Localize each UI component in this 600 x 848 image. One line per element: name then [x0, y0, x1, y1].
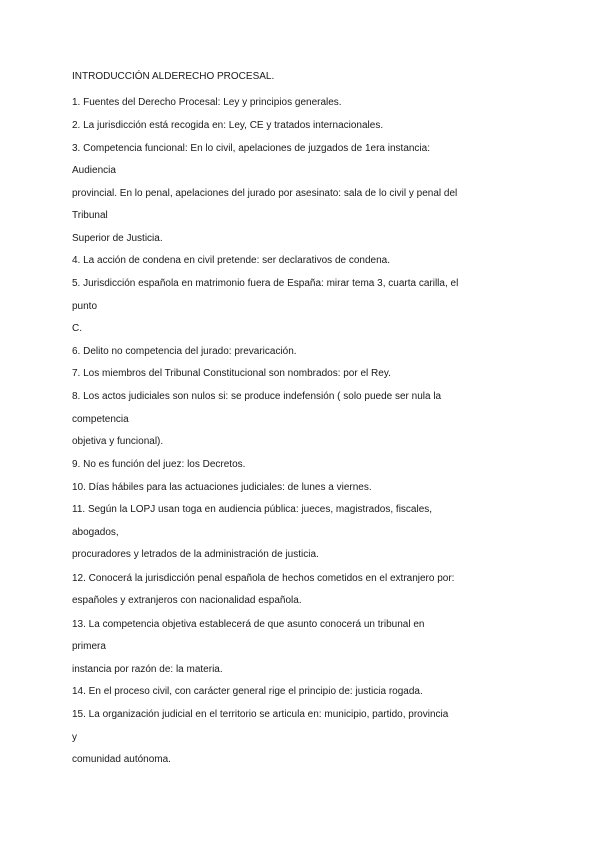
text-line: 7. Los miembros del Tribunal Constitucional son nombrados: por el Rey.	[72, 368, 391, 379]
text-line: competencia	[72, 414, 129, 425]
text-line: 4. La acción de condena en civil pretende: ser declarativos de condena.	[72, 255, 390, 266]
text-line: primera	[72, 641, 106, 652]
text-line: 6. Delito no competencia del jurado: prevaricación.	[72, 346, 297, 357]
text-line: 5. Jurisdicción española en matrimonio fuera de España: mirar tema 3, cuarta carilla, el	[72, 278, 459, 289]
text-line: instancia por razón de: la materia.	[72, 664, 223, 675]
text-line: 1. Fuentes del Derecho Procesal: Ley y principios generales.	[72, 97, 342, 108]
text-line: 3. Competencia funcional: En lo civil, apelaciones de juzgados de 1era instancia:	[72, 143, 430, 154]
text-line: 9. No es función del juez: los Decretos.	[72, 459, 246, 470]
text-line: comunidad autónoma.	[72, 754, 171, 765]
text-line: Superior de Justicia.	[72, 233, 163, 244]
text-line: 8. Los actos judiciales son nulos si: se produce indefensión ( solo puede ser nula la	[72, 391, 442, 402]
text-line: 13. La competencia objetiva establecerá de que asunto conocerá un tribunal en	[72, 619, 425, 630]
text-line: 11. Según la LOPJ usan toga en audiencia pública: jueces, magistrados, fiscales,	[72, 504, 433, 515]
text-line: procuradores y letrados de la administración de justicia.	[72, 549, 319, 560]
text-line: C.	[72, 323, 82, 334]
text-line: 10. Días hábiles para las actuaciones judiciales: de lunes a viernes.	[72, 482, 372, 493]
text-line: Tribunal	[72, 210, 108, 221]
text-line: punto	[72, 301, 98, 312]
text-line: abogados,	[72, 527, 119, 538]
text-line: 2. La jurisdicción está recogida en: Ley, CE y tratados internacionales.	[72, 120, 384, 131]
text-line: 15. La organización judicial en el territorio se articula en: municipio, partido, provincia	[72, 709, 449, 720]
text-line: objetiva y funcional).	[72, 436, 164, 447]
text-line: españoles y extranjeros con nacionalidad española.	[72, 595, 302, 606]
document-title: INTRODUCCIÓN ALDERECHO PROCESAL.	[72, 71, 275, 82]
text-line: Audiencia	[72, 165, 116, 176]
text-line: 14. En el proceso civil, con carácter general rige el principio de: justicia rogada.	[72, 686, 423, 697]
text-line: y	[72, 732, 77, 743]
text-line: provincial. En lo penal, apelaciones del jurado por asesinato: sala de lo civil y penal del	[72, 188, 458, 199]
text-line: 12. Conocerá la jurisdicción penal española de hechos cometidos en el extranjero por:	[72, 573, 455, 584]
